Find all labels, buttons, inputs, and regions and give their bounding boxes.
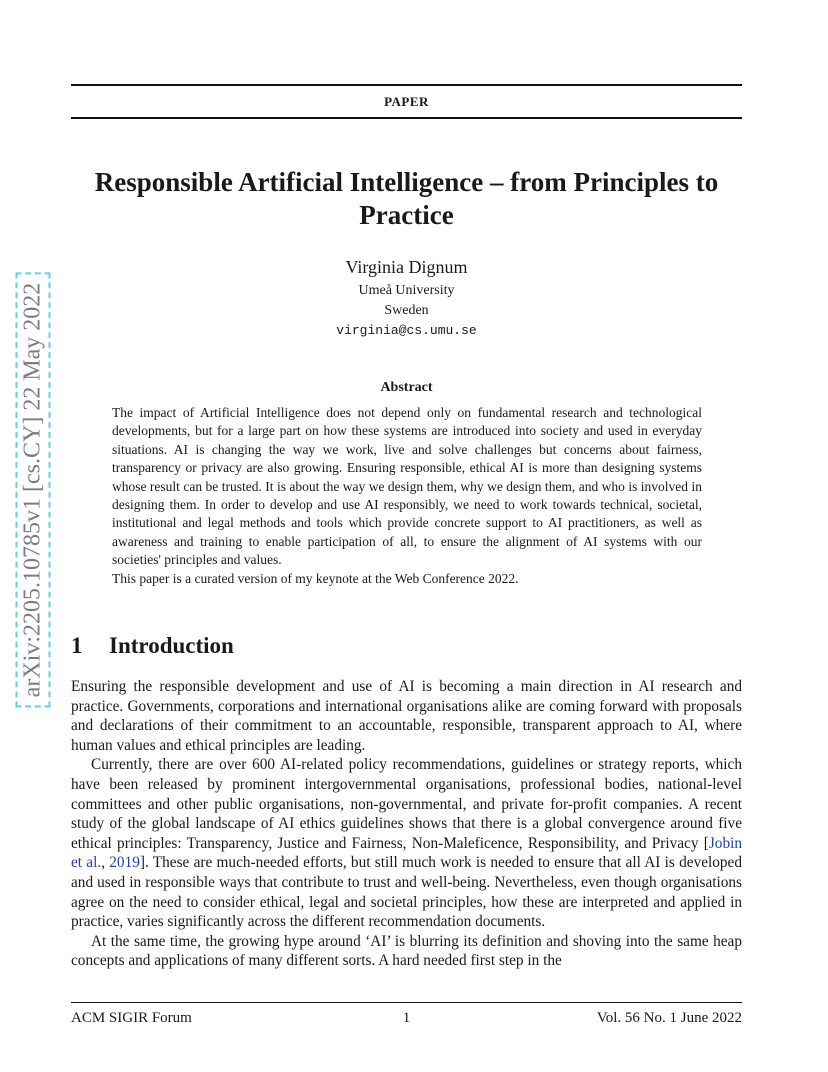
section-title: Introduction	[109, 633, 234, 658]
abstract-body	[112, 404, 702, 588]
intro-paragraph-2-rest: ]. These are much-needed efforts, but still much work is needed to ensure that all AI is developed and used in responsible ways that contribute to trust and well-being. Nevertheless, even though organisations agree on the need to consider ethical, legal and societal principles, how these are interpreted and applied in practice, varies significantly across the different recommendation documents.	[71, 854, 742, 931]
section-number: 1	[71, 633, 83, 658]
page-footer	[71, 1010, 742, 1030]
author-name: Virginia Dignum	[345, 257, 468, 277]
citation-link-author[interactable]: Jobin et al.	[71, 834, 742, 872]
header-rule-bottom	[71, 117, 742, 119]
abstract-heading: Abstract	[380, 380, 433, 395]
intro-paragraph-1: Ensuring the responsible development and use of AI is becoming a main direction in AI research and practice. Governments, corporations and international organisations alike are coming forward with proposals and declarations of their commitment to an accountable, responsible, transparent approach to AI, where human values and ethical principles are leading.	[71, 678, 742, 754]
author-affiliation: Umeå University	[358, 283, 455, 298]
citation-separator: ,	[101, 854, 110, 872]
intro-body	[71, 677, 742, 971]
footer-venue: ACM SIGIR Forum	[71, 1010, 192, 1026]
abstract-note: This paper is a curated version of my keynote at the Web Conference 2022.	[112, 570, 519, 586]
abstract-paragraph: The impact of Artificial Intelligence does not depend only on fundamental research and technological developments, but for a large part on how these systems are introduced into society and used in everyday situations. AI is changing the way we work, live and solve challenges but concerns about fairness, transparency or privacy are also growing. Ensuring responsible, ethical AI is more than designing systems whose result can be trusted. It is about the way we design them, why we design them, and who is involved in designing them. In order to develop and use AI responsibly, we need to work towards technical, societal, institutional and legal methods and tools which provide concrete support to AI practitioners, as well as awareness and training to enable participation of all, to ensure the alignment of AI systems with our societies' principles and values.	[112, 405, 702, 568]
intro-paragraph-2-text: Currently, there are over 600 AI-related policy recommendations, guidelines or strategy reports, which have been released by prominent intergovernmental organisations, professional bodies, national-level committees and other public organisations, non-governmental, and private for-profit companies. A recent study of the global landscape of AI ethics guidelines shows that there is a global convergence around five ethical principles: Transparency, Justice and Fairness, Non-Maleficence, Responsibility, and Privacy [	[71, 756, 742, 852]
author-country: Sweden	[384, 303, 429, 318]
paper-title: Responsible Artificial Intelligence – from Principles to Practice	[94, 167, 719, 230]
intro-paragraph-3: At the same time, the growing hype around ‘AI’ is blurring its definition and shoving into the same heap concepts and applications of many different sorts. A hard needed first step in the	[71, 932, 742, 970]
intro-paragraph-2	[71, 755, 742, 931]
section-heading	[71, 633, 234, 659]
footer-rule	[71, 1002, 742, 1003]
running-head: PAPER	[384, 94, 429, 109]
footer-page-number: 1	[402, 1010, 411, 1026]
citation-link-year[interactable]: 2019	[109, 854, 140, 872]
footer-volume: Vol. 56 No. 1 June 2022	[596, 1010, 742, 1026]
author-email[interactable]: virginia@cs.umu.se	[336, 323, 477, 338]
header-rule-top	[71, 84, 742, 86]
arxiv-stamp[interactable]: arXiv:2205.10785v1 [cs.CY] 22 May 2022	[16, 273, 51, 708]
